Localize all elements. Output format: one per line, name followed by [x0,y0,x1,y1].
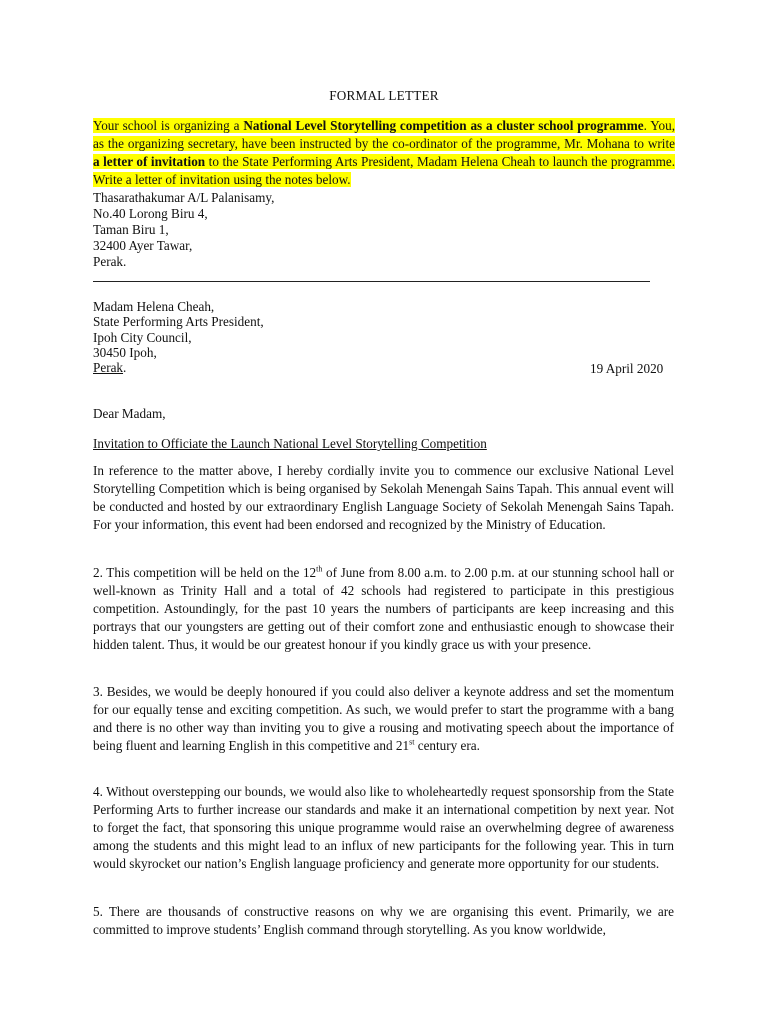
prompt-bold-1: National Level Storytelling competition as a cluster school programme [243,118,644,133]
prompt-text-2: . You, as the organizing secretary, have been instructed by the co-ordinator of the programme, Mr. Mohana to write [93,118,675,151]
recipient-line: 30450 Ipoh, [93,344,157,360]
recipient-line: Ipoh City Council, [93,329,192,345]
ordinal-suffix: st [409,737,415,747]
recipient-state: Perak [93,360,124,376]
recipient-line-last [93,360,673,375]
page-title: FORMAL LETTER [329,88,439,103]
sender-line: Thasarathakumar A/L Palanisamy, [93,190,275,205]
subject-line: Invitation to Officiate the Launch National Level Storytelling Competition [93,436,487,451]
paragraph-2-text-a: 2. This competition will be held on the 12 [93,565,317,580]
divider-line [93,281,650,282]
ordinal-suffix: th [316,564,323,574]
sender-line: No.40 Lorong Biru 4, [93,206,208,221]
prompt-text-1: Your school is organizing a [93,118,244,133]
sender-line: Taman Biru 1, [93,222,169,237]
prompt-bold-2: a letter of invitation [93,154,206,169]
recipient-state-punct: . [123,360,127,376]
paragraph-2 [93,564,674,654]
recipient-line: State Performing Arts President, [93,314,264,330]
sender-address [93,190,653,270]
letter-date: 19 April 2020 [590,361,664,376]
paragraph-3-text-b: century era. [414,738,480,753]
recipient-line: Madam Helena Cheah, [93,299,215,314]
paragraph-4: 4. Without overstepping our bounds, we would also like to wholeheartedly request sponsorship from the State Performing Arts to further increase our standards and make it an international competition by next year. Not to forget the fact, that sponsoring this unique programme would raise an overwhelming degree of awareness among the students and this might lead to an influx of new participants for the following year. This in turn would skyrocket our nation’s English language proficiency and generate more opportunity for our students. [93,784,674,871]
sender-line: 32400 Ayer Tawar, [93,238,193,253]
sender-line: Perak. [93,254,127,269]
paragraph-3 [93,683,674,755]
salutation: Dear Madam, [93,406,166,421]
paragraph-1: In reference to the matter above, I hereby cordially invite you to commence our exclusive National Level Storytelling Competition which is being organised by Sekolah Menengah Sains Tapah. This annual event will be conducted and hosted by our extraordinary English Language Society of Sekolah Menengah Sains Tapah. For your information, this event had been endorsed and recognized by the Ministry of Education. [93,463,674,532]
task-prompt [93,117,675,189]
paragraph-2-text-b: of June from 8.00 a.m. to 2.00 p.m. at our stunning school hall or well-known as Trinity Hall and a total of 42 schools had registered to participate in this prestigious competition. Astoundingly, for the past 10 years the numbers of participants are keep increasing and this portrays that our youngsters are getting out of their comfort zone and enthusiastic enough to showcase their hidden talent. Thus, it would be our greatest honour if you kindly grace us with your presence. [93,565,674,652]
paragraph-5: 5. There are thousands of constructive reasons on why we are organising this event. Primarily, we are committed to improve students’ English command through storytelling. As you know worldwide, [93,904,674,937]
prompt-text-3: to the State Performing Arts President, Madam Helena Cheah to launch the programme. Write a letter of invitation using the notes below. [93,154,675,187]
recipient-address [93,299,673,375]
paragraph-3-text-a: 3. Besides, we would be deeply honoured if you could also deliver a keynote address and set the momentum for our equally tense and exciting competition. As such, we would prefer to start the programme with a bang and there is no other way than inviting you to give a rousing and motivating speech about the importance of being fluent and learning English in this competitive and 21 [93,684,674,753]
